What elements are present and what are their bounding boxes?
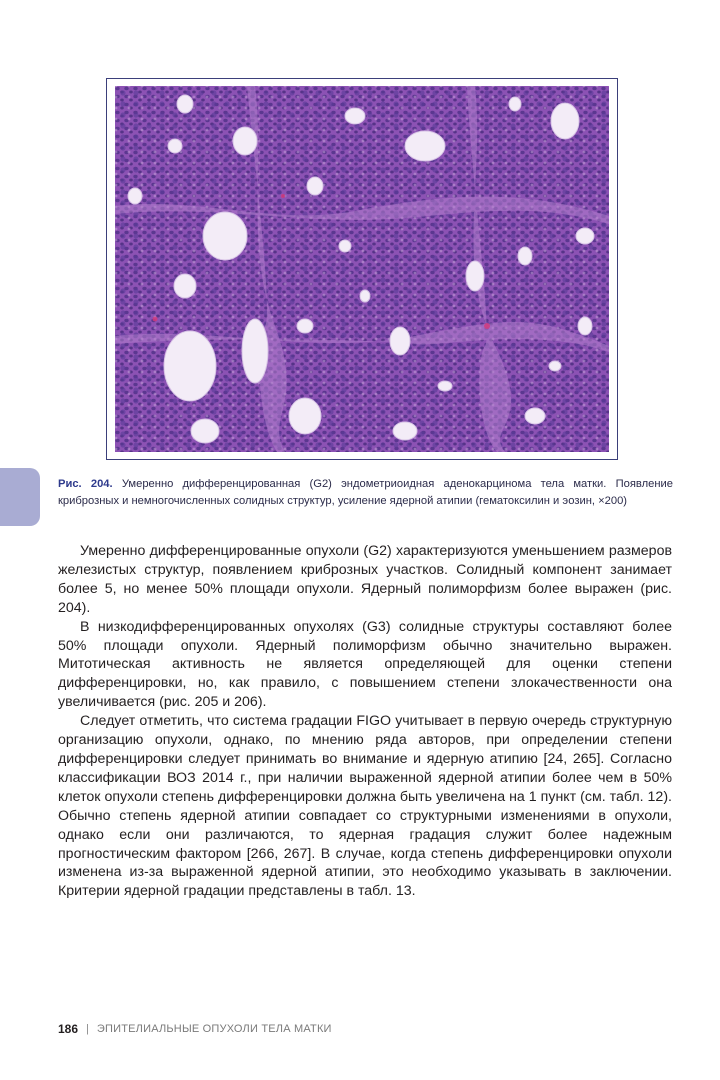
paragraph-2: В низкодифференцированных опухолях (G3) солидные структуры составляют более 50% площади опухоли. Ядерный полиморфизм обычно значительно выражен. Митотическая активность не является определяющей для оценки степени дифференцировки, но, как правило, с повышением степени злокачественности она увеличивается (рис. 205 и 206). [58,618,672,711]
paragraph-3: Следует отметить, что система градации FIGO учитывает в первую очередь структурную организацию опухоли, однако, по мнению ряда авторов, при определении степени дифференцировки следует принимать во внимание и ядерную атипию [24, 265]. Согласно классификации ВОЗ 2014 г., при наличии выраженной ядерной атипии более чем в 50% клеток опухоли степень дифференцировки должна быть увеличена на 1 пункт (см. табл. 12). Обычно степень ядерной атипии совпадает со структурными изменениями в опухоли, однако если они различаются, то ядерная градация служит более надежным прогностическим фактором [266, 267]. В случае, когда степень дифференцировки опухоли изменена из-за выраженной ядерной атипии, это необходимо указывать в заключении. Критерии ядерной градации представлены в табл. 13. [58,713,672,900]
figure-label: Рис. 204. [58,478,113,490]
paragraph-1: Умеренно дифференцированные опухоли (G2) характеризуются уменьшением размеров железистых структур, появлением криброзных участков. Солидный компонент занимает более 5, но менее 50% площади опухоли. Ядерный полиморфизм более выражен (рис. 204). [58,543,672,616]
figure-caption [58,476,673,510]
chapter-tab [0,468,40,526]
running-section-title: ЭПИТЕЛИАЛЬНЫЕ ОПУХОЛИ ТЕЛА МАТКИ [96,1023,332,1035]
page-number: 186 [58,1022,79,1036]
page-footer [58,1022,332,1036]
figure-frame [106,78,618,460]
histology-micrograph [115,86,609,452]
body-text [58,542,672,901]
footer-separator: | [86,1023,89,1035]
figure-caption-text: Умеренно дифференцированная (G2) эндометриоидная аденокарцинома тела матки. Появление криброзных и немногочисленных солидных структур, усиление ядерной атипии (гематоксилин и эозин, ×200) [58,478,673,507]
